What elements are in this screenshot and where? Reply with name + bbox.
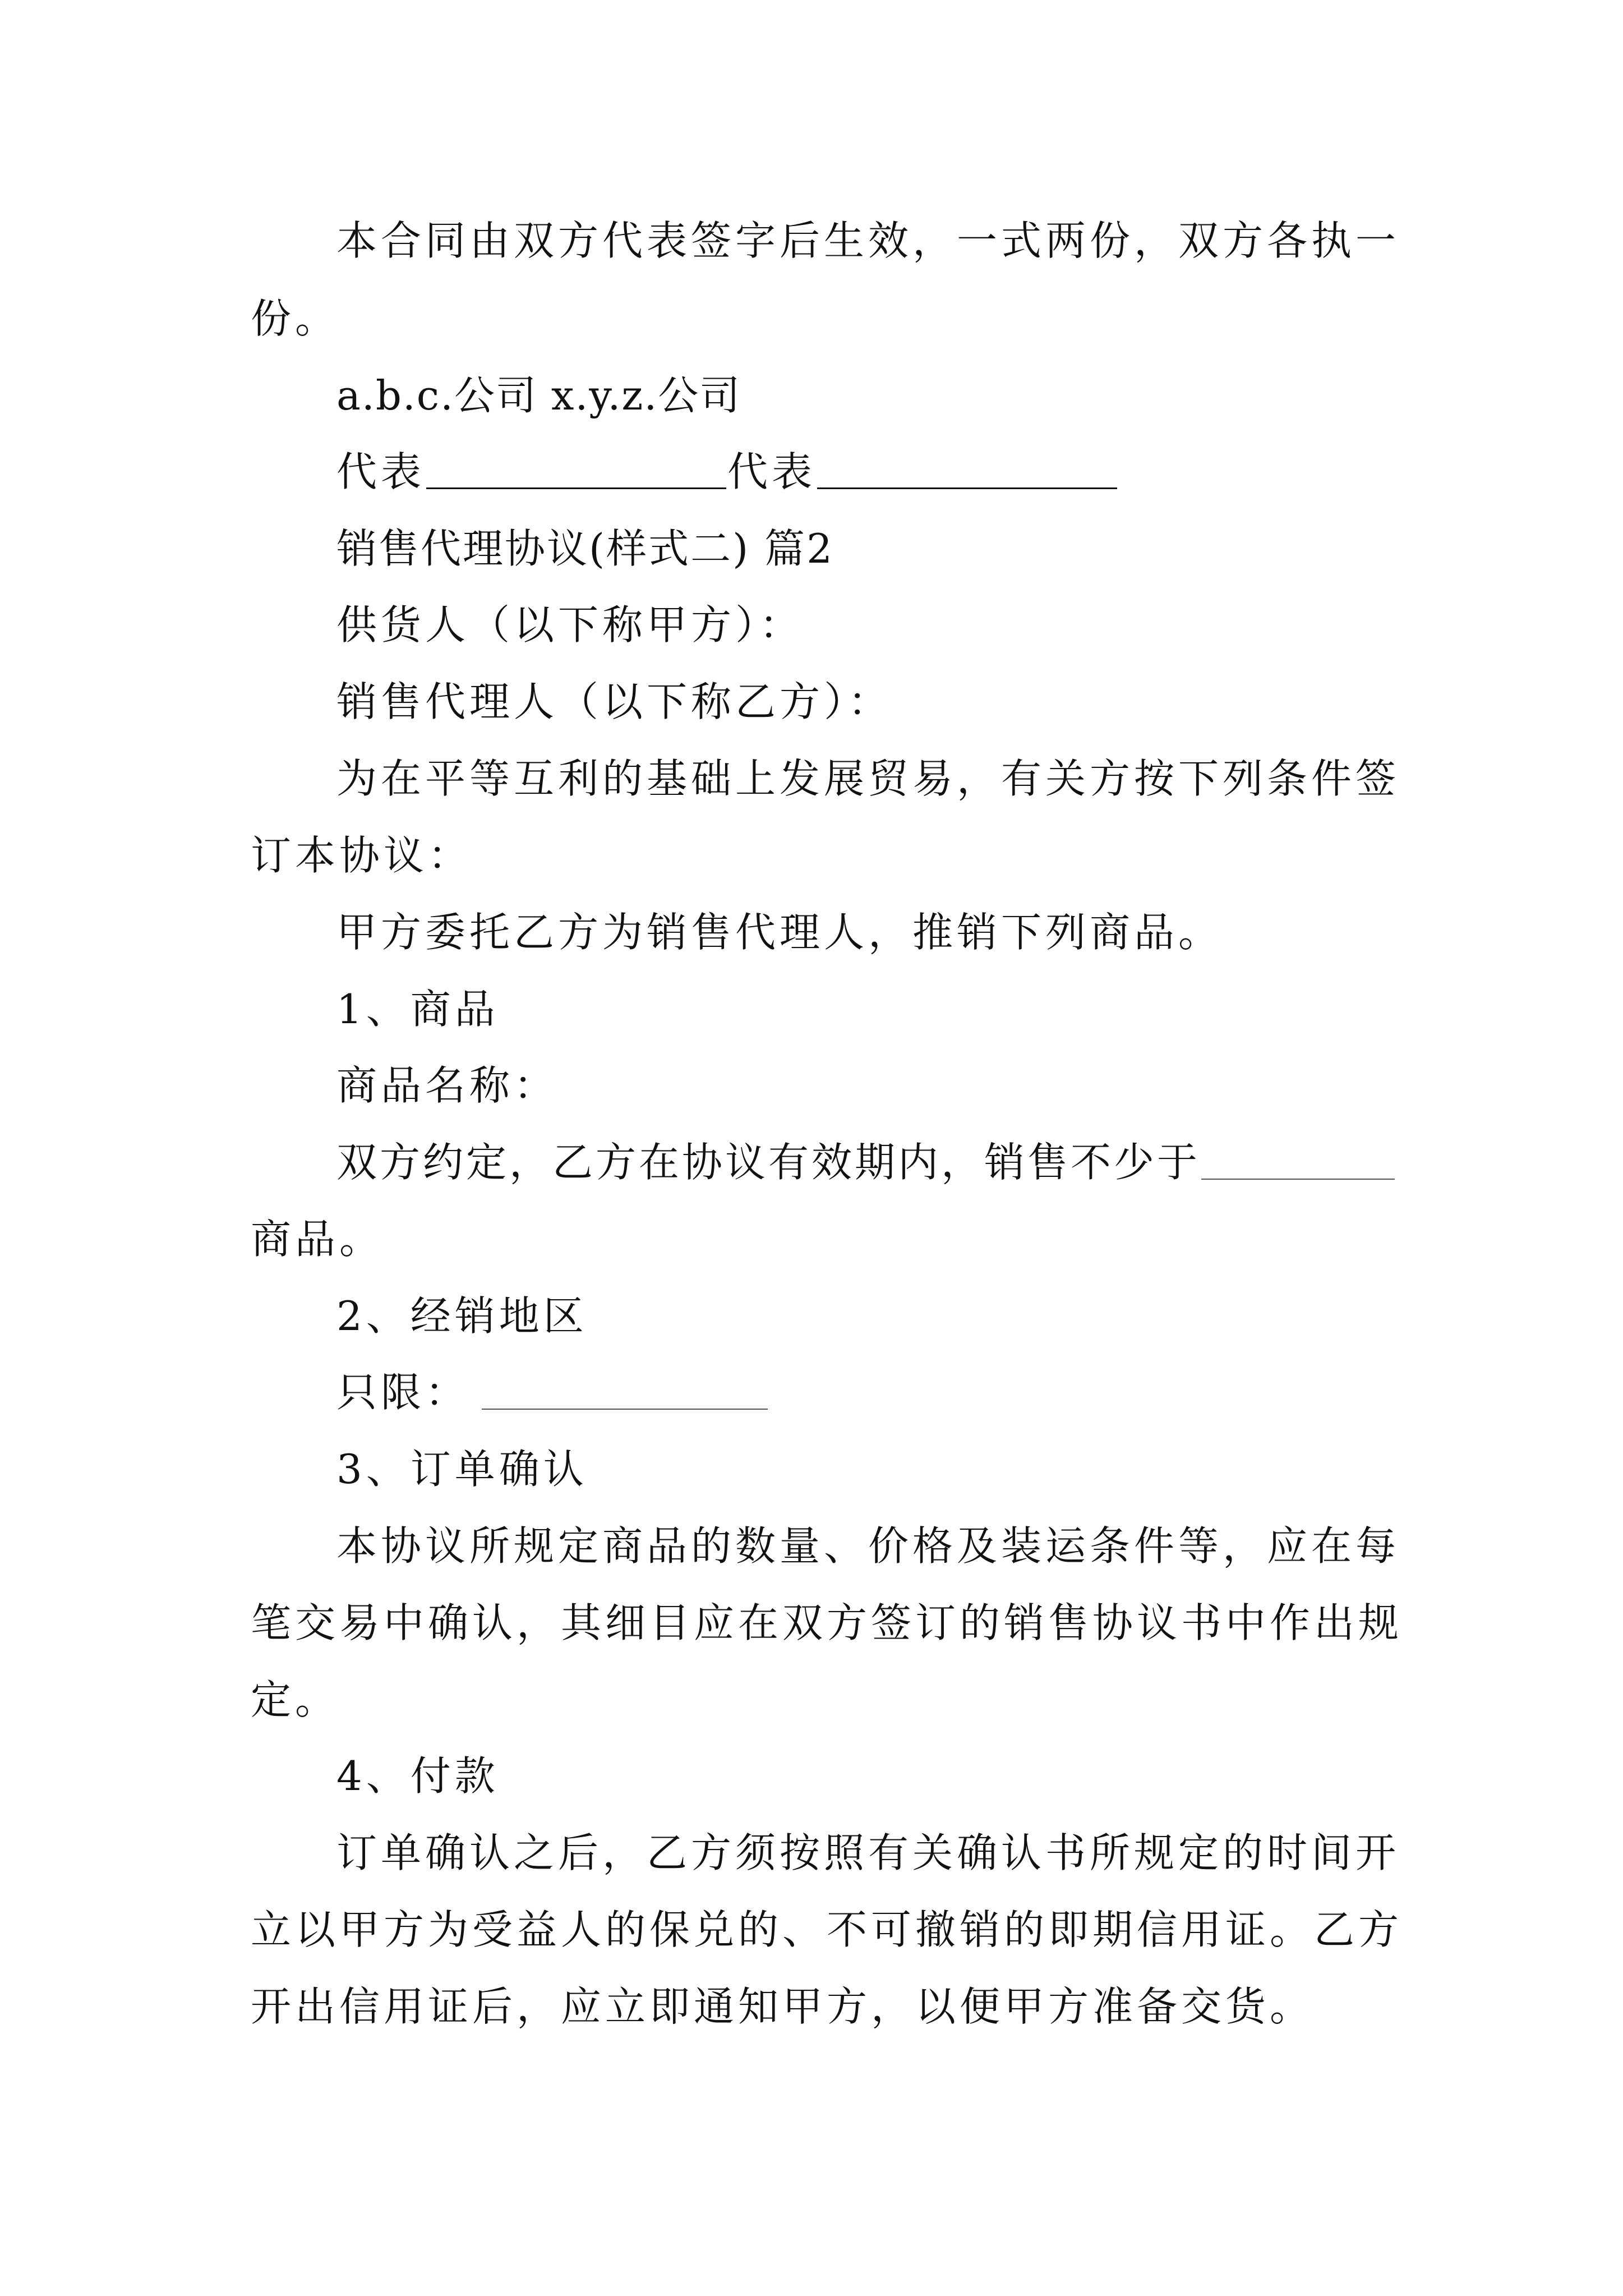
text-line: 订单确认之后，乙方须按照有关确认书所规定的时间开 [336,1829,1400,1876]
representative-label-a: 代表 [336,448,426,495]
signature-blank-b [817,487,1117,489]
text-line: 销售代理人（以下称乙方）： [336,678,893,725]
paragraph-order-confirm-end [251,1676,340,1723]
text-line: 为在平等互利的基础上发展贸易，有关方按下列条件签 [336,755,1400,802]
text-line: 1、商品 [336,986,499,1033]
paragraph-entrust [336,909,1223,956]
text-line: 双方约定，乙方在协议有效期内，销售不少于 [336,1139,1201,1186]
agent-line [336,678,893,725]
paragraph-payment-cont [251,1906,1403,1953]
paragraph-payment-end [251,1983,1315,2030]
text-line: 供货人（以下称甲方）： [336,601,804,648]
text-line: 立以甲方为受益人的保兑的、不可撤销的即期信用证。乙方 [251,1906,1403,1953]
paragraph-preamble [336,755,1400,802]
text-line: 甲方委托乙方为销售代理人，推销下列商品。 [336,909,1223,956]
text-line: 4、付款 [336,1752,499,1800]
text-line: a.b.c.公司 x.y.z.公司 [336,372,741,419]
text-line: 销售代理协议(样式二) 篇2 [336,525,834,572]
text-line: 开出信用证后，应立即通知甲方，以便甲方准备交货。 [251,1983,1315,2030]
paragraph-order-confirm-cont [251,1599,1403,1646]
clause-heading-3 [336,1446,588,1493]
paragraph-payment [336,1829,1400,1876]
text-line: 3、订单确认 [336,1446,588,1493]
representative-label-b: 代表 [727,448,817,495]
text-line: 定。 [251,1676,340,1723]
paragraph-effectiveness-cont [251,295,340,342]
section-heading [336,525,834,572]
product-name-line [336,1062,559,1109]
clause-heading-4 [336,1752,499,1800]
text-line: 商品。 [251,1216,384,1263]
text-line: 只限： [336,1369,470,1416]
text-line: 本合同由双方代表签字后生效，一式两份，双方各执一 [336,217,1400,264]
min-sales-blank [1201,1179,1395,1180]
paragraph-preamble-cont [251,832,473,879]
clause-heading-1 [336,986,499,1033]
paragraph-min-sales [336,1139,1396,1186]
text-line: 本协议所规定商品的数量、价格及装运条件等，应在每 [336,1522,1400,1570]
paragraph-order-confirm [336,1522,1400,1570]
paragraph-effectiveness [336,217,1400,264]
signature-line [336,448,1118,495]
text-line: 笔交易中确认，其细目应在双方签订的销售协议书中作出规 [251,1599,1403,1646]
territory-blank [482,1409,768,1410]
supplier-line [336,601,804,648]
territory-line [336,1369,769,1416]
text-line: 商品名称： [336,1062,559,1109]
party-companies [336,372,741,419]
text-line: 份。 [251,295,340,342]
signature-blank-a [426,487,726,489]
paragraph-min-sales-cont [251,1216,384,1263]
text-line: 订本协议： [251,832,473,879]
text-line: 2、经销地区 [336,1292,588,1340]
clause-heading-2 [336,1292,588,1340]
